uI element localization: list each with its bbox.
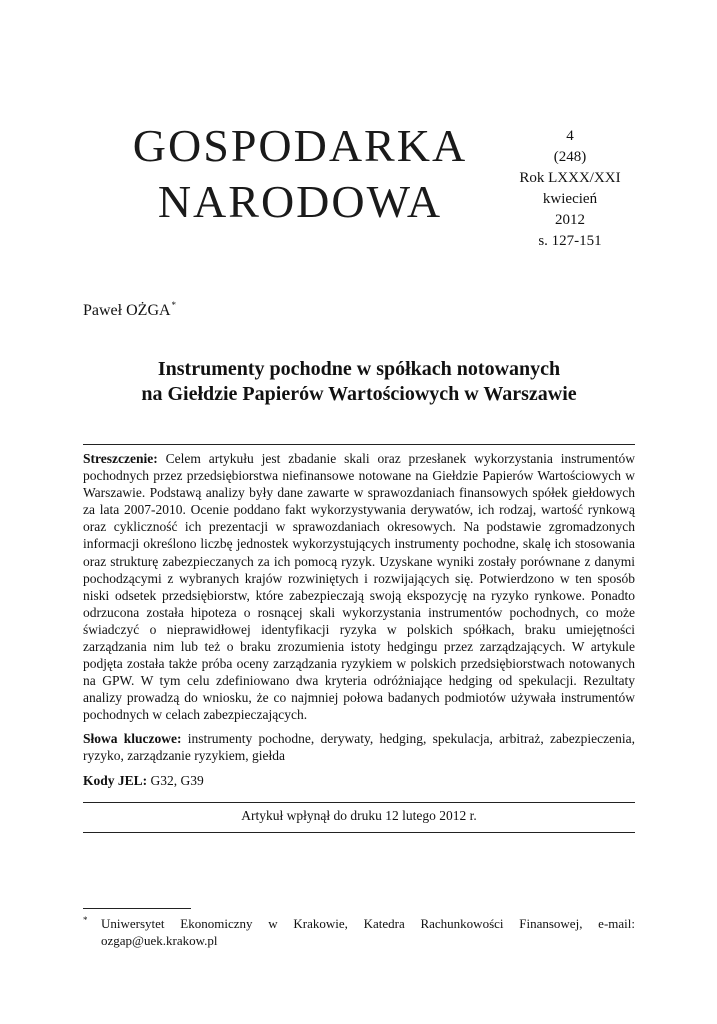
issue-info — [500, 126, 640, 252]
issue-year-volume: Rok LXXX/XXI — [519, 170, 621, 186]
middle-divider — [83, 802, 635, 803]
footnote-marker: * — [83, 915, 88, 925]
issue-month: kwiecień — [542, 191, 598, 207]
abstract-label: Streszczenie: — [83, 451, 158, 466]
journal-title-line1: GOSPODARKA — [132, 120, 468, 171]
article-title-line2: na Giełdzie Papierów Wartościowych w Warszawie — [141, 383, 577, 405]
footnote-text: Uniwersytet Ekonomiczny w Krakowie, Katedra Rachunkowości Finansowej, e-mail: ozgap@uek.krakow.pl — [101, 916, 635, 948]
jel-codes — [83, 772, 635, 789]
issue-number: 4 — [566, 128, 574, 144]
keywords-label: Słowa kluczowe: — [83, 730, 182, 746]
keywords-text: instrumenty pochodne, derywaty, hedging, spekulacja, arbitraż, zabezpieczenia, ryzyko, zarządzanie ryzykiem, giełda — [83, 730, 636, 763]
issue-cumulative: (248) — [553, 149, 587, 165]
author-footnote-marker: * — [171, 300, 177, 310]
footnote — [83, 915, 635, 949]
abstract-text: Celem artykułu jest zbadanie skali oraz przesłanek wykorzystania instrumentów pochodnych przez przedsiębiorstwa niefinansowe notowane na Giełdzie Papierów Wartościowych w Warszawie. Podstawą analizy były dane zawarte w sprawozdaniach finansowych spółek giełdowych za lata 2007-2010. Ocenie poddano fakt wykorzystywania derywatów, ich rodzaj, wartość rynkową oraz cykliczność ich prezentacji w sprawozdaniach okresowych. Na podstawie zgromadzonych informacji określono liczbę jednostek wykorzystujących instrumenty pochodne, skalę ich stosowania oraz strukturę zabezpieczanych za ich pomocą ryzyk. Uzyskane wyniki zostały porównane z danymi pochodzącymi z wybranych krajów rozwiniętych i rozwijających się. Potwierdzono w ten sposób niski odsetek przedsiębiorstw, które zabezpieczają swoją ekspozycję na ryzyko rynkowe. Ponadto odrzucona została hipoteza o rosnącej skali wykorzystania instrumentów pochodnych, co może świadczyć o nieprawidłowej identyfikacji ryzyka w polskich spółkach, braku umiejętności zarządzania nim lub też o braku zrozumienia istoty hedgingu przez zarządzających. W artykule podjęta została także próba oceny zarządzania ryzykiem w polskich przedsiębiorstwach notowanych na GPW. W tym celu zdefiniowano dwa kryteria odróżniające hedging od spekulacji. Rezultaty analizy prowadzą do wniosku, że co najmniej połowa badanych podmiotów używała instrumentów pochodnych w celach zabezpieczających. — [83, 451, 636, 723]
footnote-divider — [83, 908, 191, 909]
author-family-name: OŻGA — [126, 302, 171, 319]
keywords — [83, 730, 635, 764]
article-title-line1: Instrumenty pochodne w spółkach notowanych — [157, 358, 561, 380]
abstract-block — [83, 444, 635, 789]
article-title — [83, 357, 635, 407]
jel-label: Kody JEL: — [83, 772, 148, 788]
journal-title — [100, 118, 500, 230]
author-given-name: Paweł — [83, 302, 123, 319]
bottom-divider — [83, 832, 635, 833]
journal-title-line2: NARODOWA — [157, 176, 443, 227]
jel-text: G32, G39 — [150, 772, 204, 788]
abstract — [83, 450, 635, 724]
issue-year: 2012 — [555, 212, 585, 228]
author — [83, 300, 176, 320]
issue-pages: s. 127-151 — [538, 233, 602, 249]
received-date: Artykuł wpłynął do druku 12 lutego 2012 r. — [241, 808, 477, 823]
